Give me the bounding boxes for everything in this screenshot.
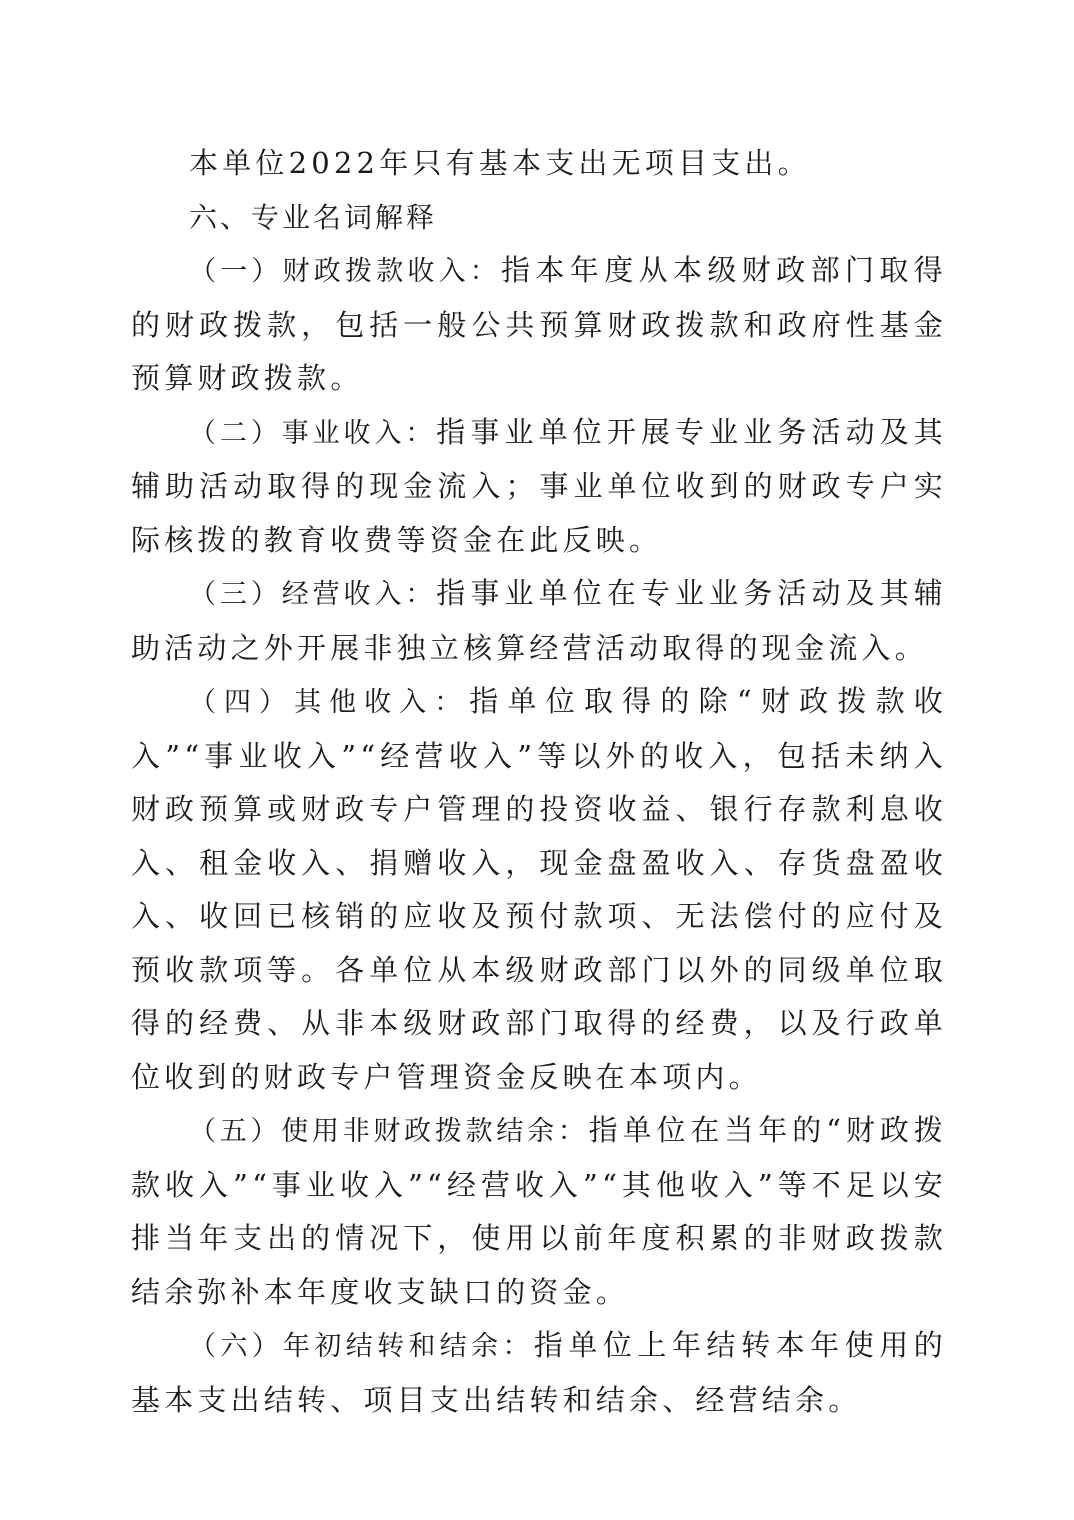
section-heading: 六、专业名词解释 [189, 200, 438, 234]
definition-text: 指单位上年结转本年使用的基本支出结转、项目支出结转和结余、经营结余。 [131, 1328, 947, 1417]
document-body [131, 137, 947, 1427]
definition-text: 指单位在当年的“财政拨款收入”“事业收入”“经营收入”“其他收入”等不足以安排当年支出的情况下，使用以前年度积累的非财政拨款结余弥补本年度收支缺口的资金。 [131, 1113, 947, 1309]
definition-term: （二）事业收入： [189, 417, 437, 449]
definition-term: （六）年初结转和结余： [189, 1331, 534, 1362]
definition-paragraph [131, 1319, 947, 1427]
definition-term: （五）使用非财政拨款结余： [189, 1116, 589, 1147]
intro-paragraph: 本单位2022年只有基本支出无项目支出。 [189, 146, 811, 180]
definition-paragraph [131, 406, 947, 568]
definition-term: （四）其他收入： [189, 687, 470, 718]
definition-paragraph [131, 244, 947, 406]
definition-term: （三）经营收入： [189, 579, 437, 610]
definition-text: 指本年度从本级财政部门取得的财政拨款，包括一般公共预算财政拨款和政府性基金预算财政拨款。 [131, 253, 947, 395]
definition-paragraph [131, 567, 947, 675]
definition-text: 指单位取得的除“财政拨款收入”“事业收入”“经营收入”等以外的收入，包括未纳入财政预算或财政专户管理的投资收益、银行存款利息收入、租金收入、捐赠收入，现金盘盈收入、存货盘盈收入、收回已核销的应收及预付款项、无法偿付的应付及预收款项等。各单位从本级财政部门以外的同级单位取得的经费、从非本级财政部门取得的经费，以及行政单位收到的财政专户管理资金反映在本项内。 [131, 684, 947, 1094]
definition-term: （一）财政拨款收入： [189, 256, 501, 287]
definition-text: 指事业单位开展专业业务活动及其辅助活动取得的现金流入；事业单位收到的财政专户实际核拨的教育收费等资金在此反映。 [131, 414, 947, 557]
definition-paragraph [131, 675, 947, 1104]
definition-paragraph [131, 1104, 947, 1319]
definition-text: 指事业单位在专业业务活动及其辅助活动之外开展非独立核算经营活动取得的现金流入。 [131, 576, 947, 665]
